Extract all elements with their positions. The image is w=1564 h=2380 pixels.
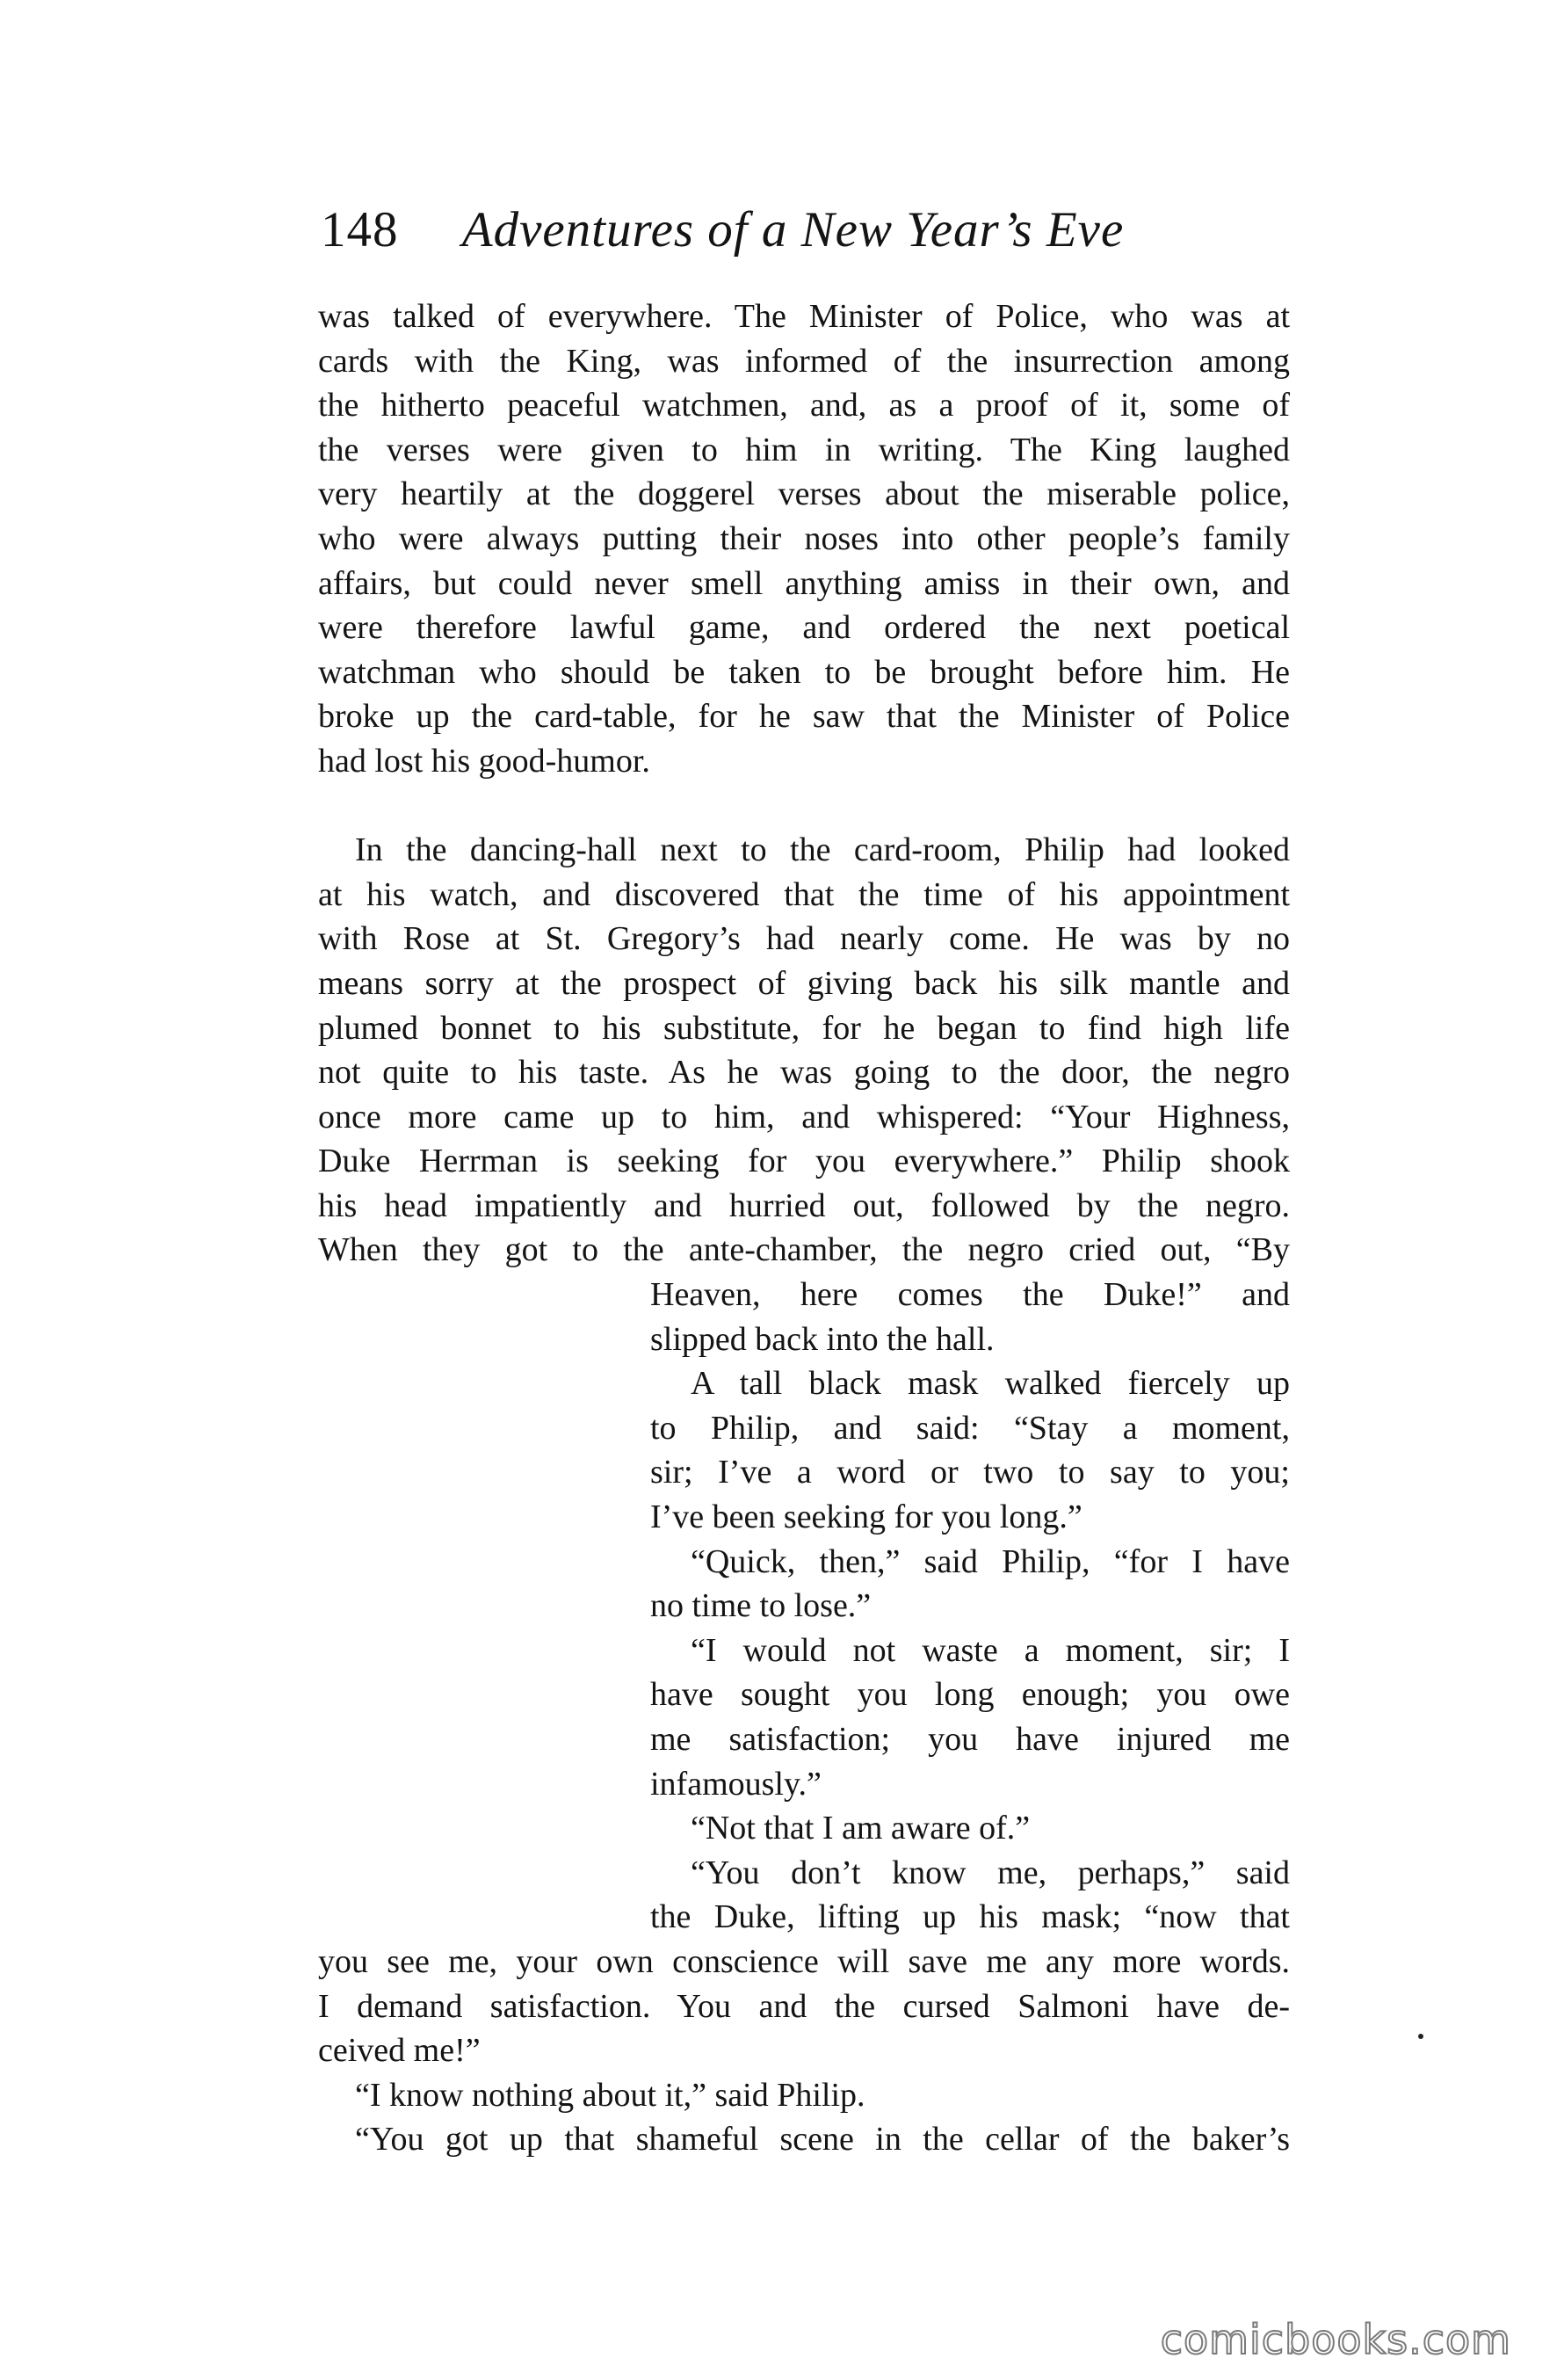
text-line: “You don’t know me, perhaps,” said: [691, 1854, 1290, 1891]
text-line: Heaven, here comes the Duke!” and: [650, 1276, 1290, 1314]
text-line: the hitherto peaceful watchmen, and, as a proof of it, some of: [318, 387, 1290, 424]
watermark: comicbooks.com: [1160, 2316, 1511, 2363]
running-title: Adventures of a New Year’s Eve: [461, 202, 1125, 258]
page-header: [321, 195, 1287, 265]
text-line: I demand satisfaction. You and the cursed Salmoni have de-: [318, 1987, 1290, 2025]
text-line: once more came up to him, and whispered: “Your Highness,: [318, 1098, 1290, 1136]
text-line: was talked of everywhere. The Minister of Police, who was at: [318, 298, 1290, 335]
text-line: cards with the King, was informed of the insurrection among: [318, 342, 1290, 380]
text-line: were therefore lawful game, and ordered the next poetical: [318, 609, 1290, 647]
text-line: very heartily at the doggerel verses about the miserable police,: [318, 475, 1290, 513]
page-number: 148: [321, 202, 399, 258]
text-line: no time to lose.”: [650, 1587, 872, 1625]
text-line: his head impatiently and hurried out, followed by the negro.: [318, 1186, 1290, 1224]
text-line: had lost his good-humor.: [318, 742, 650, 780]
text-line: infamously.”: [650, 1765, 822, 1803]
text-line: the Duke, lifting up his mask; “now that: [650, 1898, 1290, 1936]
text-line: Duke Herrman is seeking for you everywhere.” Philip shook: [318, 1143, 1290, 1180]
text-line: you see me, your own conscience will save me any more words.: [318, 1942, 1290, 1980]
text-line: me satisfaction; you have injured me: [650, 1721, 1290, 1758]
ink-speck: [1418, 2034, 1423, 2039]
text-line: means sorry at the prospect of giving back his silk mantle and: [318, 964, 1290, 1002]
text-line: at his watch, and discovered that the time of his appointment: [318, 875, 1290, 913]
text-line: slipped back into the hall.: [650, 1320, 995, 1358]
text-line: In the dancing-hall next to the card-room, Philip had looked: [355, 831, 1290, 869]
body-text: [318, 294, 1290, 2162]
text-line: When they got to the ante-chamber, the negro cried out, “By: [318, 1231, 1290, 1269]
text-line: broke up the card-table, for he saw that the Minister of Police: [318, 698, 1290, 736]
text-line: ceived me!”: [318, 2032, 481, 2070]
text-line: to Philip, and said: “Stay a moment,: [650, 1409, 1290, 1447]
text-line: A tall black mask walked fiercely up: [691, 1365, 1290, 1403]
text-line: “Quick, then,” said Philip, “for I have: [691, 1542, 1290, 1580]
text-line: I’ve been seeking for you long.”: [650, 1498, 1082, 1536]
text-line: “You got up that shameful scene in the cellar of the baker’s: [355, 2121, 1290, 2159]
text-line: who were always putting their noses into other people’s family: [318, 519, 1290, 557]
text-line: “I would not waste a moment, sir; I: [691, 1631, 1290, 1669]
text-line: with Rose at St. Gregory’s had nearly come. He was by no: [318, 920, 1290, 958]
text-line: “Not that I am aware of.”: [691, 1810, 1031, 1847]
paragraph-break: [318, 784, 1290, 829]
text-line: watchman who should be taken to be brought before him. He: [318, 653, 1290, 691]
text-line: have sought you long enough; you owe: [650, 1676, 1290, 1714]
text-line: sir; I’ve a word or two to say to you;: [650, 1454, 1290, 1491]
text-line: plumed bonnet to his substitute, for he began to find high life: [318, 1009, 1290, 1047]
text-line: affairs, but could never smell anything amiss in their own, and: [318, 564, 1290, 602]
text-line: not quite to his taste. As he was going to the door, the negro: [318, 1054, 1290, 1092]
text-line: “I know nothing about it,” said Philip.: [355, 2076, 865, 2114]
text-line: the verses were given to him in writing. The King laughed: [318, 431, 1290, 468]
